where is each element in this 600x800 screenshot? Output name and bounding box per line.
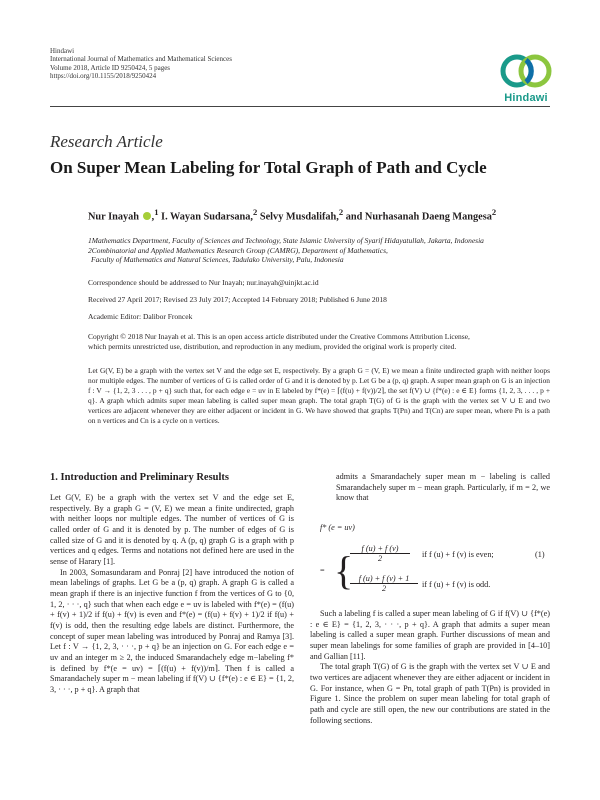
hindawi-logo-text: Hindawi [504,92,548,104]
copyright-line-1: Copyright © 2018 Nur Inayah et al. This is an open access article distributed under the Creative Commons Attribution License, [88,332,470,341]
affiliations [88,236,550,265]
affiliation-2b: Faculty of Mathematics and Natural Sciences, Tadulako University, Palu, Indonesia [91,255,344,265]
abstract: Let G(V, E) be a graph with the vertex set V and the edge set E, respectively. By a graph G = (V, E) we mean a finite undirected graph with neither loops nor multiple edges. The number of vertices of G is called order of G and it is denoted by p. Let G be a (p, q) graph. A super mean graph on G is an injection f : V → {1, 2, 3 . . . , p + q} such that, for each edge e = uv in E labeled by f*(e) = ⌈(f(u) + f(v))/2⌉, the set f(V) ∪ {f*(e) : e ∈ E} forms {1, 2, 3, . . . , p + q}. A graph which admits super mean labeling is called super mean graph. The total graph T(G) of G is the graph with the vertex set V ∪ E and two vertices are adjacent whenever they are either adjacent or incident in G. We have showed that graphs T(Pn) and T(Cn) are super mean, where Pn is a path on n vertices and Cn is a cycle on n vertices. [88,366,550,425]
case2-numerator: f (u) + f (v) + 1 [358,574,410,583]
case2-condition: if f (u) + f (v) is odd. [422,580,491,589]
header-rule [50,106,550,107]
doi-link[interactable]: https://doi.org/10.1155/2018/9250424 [50,72,157,81]
affiliation-1: 1Mathematics Department, Faculty of Sciences and Technology, State Islamic University of Syarif Hidayatullah, Jakarta, Indonesia [88,236,484,245]
case2-denominator: 2 [350,583,418,593]
journal-name: International Journal of Mathematics and Mathematical Sciences [50,55,232,64]
orcid-icon[interactable] [143,212,151,220]
case1-numerator: f (u) + f (v) [361,544,399,553]
publication-dates: Received 27 April 2017; Revised 23 July 2017; Accepted 14 February 2018; Published 6 June 2018 [88,295,387,304]
article-title: On Super Mean Labeling for Total Graph of Path and Cycle [50,158,487,177]
case1-denominator: 2 [350,553,410,563]
journal-header [50,47,232,81]
copyright [88,332,550,351]
author-list: Nur Inayah ,$^1$ I. Wayan Sudarsana,$^2$ Selvy Musdalifah,$^2$ and Nurhasanah Daeng Mangesa$^2$ [88,207,497,223]
left-column [50,493,294,695]
paragraph-4: The total graph T(G) of G is the graph with the vertex set V ∪ E and two vertices are adjacent whenever they are either adjacent or incident in G. For instance, when G = Pn, total graph of path T(Pn) is provided in Figure 1. Since the problem on super mean labeling for total graph of path and cycle are still open, the new our contributions are stated in the following sections. [310,662,550,725]
article-type: Research Article [50,132,163,151]
copyright-line-2: which permits unrestricted use, distribution, and reproduction in any medium, provided the original work is properly cited. [88,341,457,351]
right-column-intro: admits a Smarandachely super mean m − labeling is called Smarandachely super m − mean graph. Particularly, if m = 2, we know that [336,472,550,503]
section-heading: 1. Introduction and Preliminary Results [50,472,230,483]
right-column [310,609,550,726]
paragraph-2: In 2003, Somasundaram and Ponraj [2] have introduced the notion of mean labelings of graphs. Let G be a (p, q) graph. A graph G is called a mean graph if there is an injective function f from the vertices of G to {0, 1, 2, · · ·, q} such that when each edge e = uv is labeled with f*(e) = (f(u) + f(v) + 1)/2 if f(u) + f(v) is even and f*(e) = (f(u) + f(v) + 1)/2 if f(u) + f(v) is odd, then the resulting edge labels are distinct. Furthermore, the concept of super mean labeling was introduced by Ponraj and Ramya [3]. Let f : V → {1, 2, 3, · · ·, p + q} be an injection on G. For each edge e = uv and an integer m ≥ 2, the induced Smarandachely edge m−labeling f* is defined by f*(e = uv) = ⌈(f(u) + f(v))/m⌉. Then f is called a Smarandachely super m − mean labeling if f(V) ∪ {f*(e) : e ∈ E} = {1, 2, 3, · · ·, p + q}. A graph that [50,567,294,694]
paragraph-3: Such a labeling f is called a super mean labeling of G if f(V) ∪ {f*(e) : e ∈ E} = {1, 2, 3, · · ·, p + q}. A graph that admits a super mean labeling is called a super mean graph. Further discussions of mean and super mean labelings for some families of graph are provided in [4–10] and Gallian [11]. [310,609,550,661]
case1-condition: if f (u) + f (v) is even; [422,550,494,559]
academic-editor: Academic Editor: Dalibor Froncek [88,312,193,321]
affiliation-2: 2Combinatorial and Applied Mathematics Research Group (CAMRG), Department of Mathematics, [88,245,388,255]
paragraph-1: Let G(V, E) be a graph with the vertex set V and the edge set E, respectively. By a graph G = (V, E) we mean a finite undirected, graph with neither loops nor multiple edges. The number of vertices of G is called order of G and it is denoted by p. The number of edges of G is called size of G and it is denoted by q. A (p, q) graph G is a graph with p vertices and q edges. Terms and notations not defined here are used in the sense of Harary [1]. [50,493,294,566]
hindawi-logo-icon [495,48,557,94]
correspondence: Correspondence should be addressed to Nur Inayah; nur.inayah@uinjkt.ac.id [88,278,319,287]
publisher-name: Hindawi [50,47,75,55]
volume-info: Volume 2018, Article ID 9250424, 5 pages [50,63,171,72]
equation-1: = { $\frac{f (u) + f (v)}{2}$ if f (u) + f (v) is even; $\frac{f (u) + f (v) + 1}{2}$ if f (u) + f (v) is odd. (1) [320,544,545,593]
equation-number: (1) [535,550,545,559]
